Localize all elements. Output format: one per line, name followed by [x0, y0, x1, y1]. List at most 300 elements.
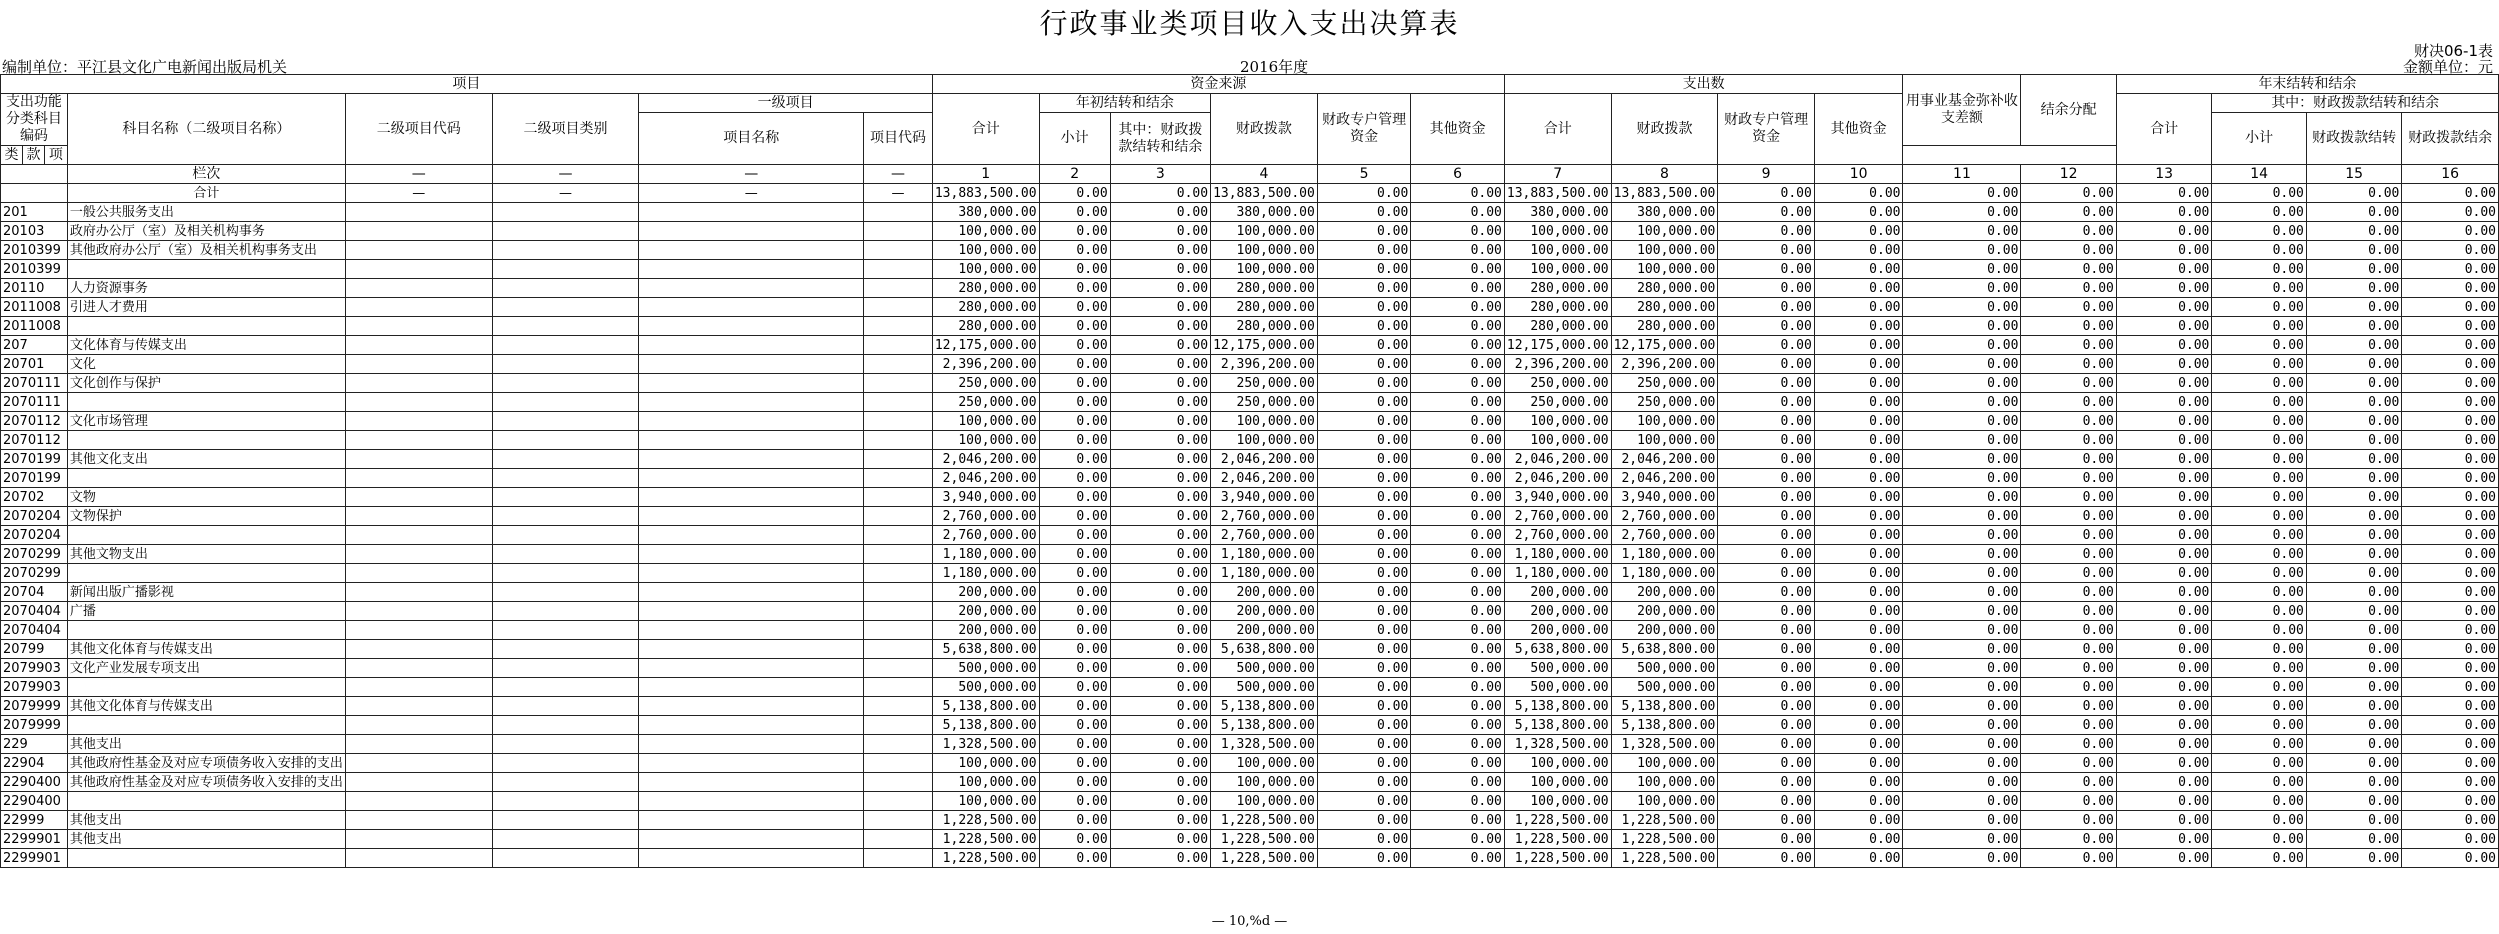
row-value-cell: 0.00 — [2306, 697, 2401, 716]
row-value-cell: 0.00 — [2116, 526, 2211, 545]
row-l2-code — [345, 355, 492, 374]
row-value-cell: 0.00 — [2021, 431, 2116, 450]
row-value-cell: 0.00 — [1039, 735, 1110, 754]
row-value-cell: 0.00 — [2212, 393, 2307, 412]
row-code: 2079903 — [1, 678, 68, 697]
hdr-exp-total: 合计 — [1504, 94, 1611, 165]
row-l1-code — [864, 773, 933, 792]
row-name: 文化 — [67, 355, 345, 374]
row-value-cell: 0.00 — [1718, 488, 1814, 507]
row-value-cell: 0.00 — [1411, 564, 1505, 583]
row-value-cell: 0.00 — [1411, 849, 1505, 868]
total-value-cell: 0.00 — [2021, 184, 2116, 203]
row-value-cell: 0.00 — [2021, 564, 2116, 583]
lanci-blank — [1, 165, 68, 184]
row-value-cell: 0.00 — [1039, 716, 1110, 735]
table-row — [1, 412, 2499, 431]
row-value-cell: 0.00 — [1903, 393, 2021, 412]
row-code: 2070112 — [1, 412, 68, 431]
row-value-cell: 0.00 — [2402, 317, 2499, 336]
row-value-cell: 12,175,000.00 — [932, 336, 1039, 355]
hdr-ye-fiscal-carry: 财政拨款结转 — [2306, 113, 2401, 165]
row-value-cell: 0.00 — [2212, 811, 2307, 830]
row-value-cell: 0.00 — [2116, 849, 2211, 868]
table-row — [1, 811, 2499, 830]
row-name — [67, 621, 345, 640]
row-l2-code — [345, 602, 492, 621]
row-code: 2299901 — [1, 849, 68, 868]
row-value-cell: 2,046,200.00 — [932, 469, 1039, 488]
row-value-cell: 0.00 — [1110, 260, 1210, 279]
row-l1-name — [639, 469, 864, 488]
column-number-cell: 2 — [1039, 165, 1110, 184]
row-value-cell: 280,000.00 — [1504, 298, 1611, 317]
row-value-cell: 0.00 — [1317, 241, 1411, 260]
row-value-cell: 0.00 — [1317, 298, 1411, 317]
row-value-cell: 5,138,800.00 — [1211, 716, 1318, 735]
table-row — [1, 260, 2499, 279]
row-value-cell: 2,046,200.00 — [1211, 469, 1318, 488]
row-value-cell: 0.00 — [2212, 583, 2307, 602]
row-value-cell: 0.00 — [2306, 811, 2401, 830]
row-value-cell: 0.00 — [1718, 203, 1814, 222]
row-l2-code — [345, 412, 492, 431]
row-value-cell: 0.00 — [1718, 298, 1814, 317]
row-l1-code — [864, 602, 933, 621]
row-value-cell: 0.00 — [2021, 545, 2116, 564]
row-value-cell: 0.00 — [1411, 450, 1505, 469]
hdr-fund-other: 其他资金 — [1411, 94, 1505, 165]
row-value-cell: 2,760,000.00 — [1504, 526, 1611, 545]
row-value-cell: 1,180,000.00 — [1211, 545, 1318, 564]
row-value-cell: 0.00 — [1411, 678, 1505, 697]
row-value-cell: 0.00 — [2116, 830, 2211, 849]
row-l2-code — [345, 431, 492, 450]
row-value-cell: 200,000.00 — [932, 583, 1039, 602]
row-code: 2079903 — [1, 659, 68, 678]
row-value-cell: 0.00 — [2306, 735, 2401, 754]
row-code: 2290400 — [1, 773, 68, 792]
row-value-cell: 0.00 — [2402, 203, 2499, 222]
row-value-cell: 0.00 — [1411, 526, 1505, 545]
row-l1-name — [639, 450, 864, 469]
row-value-cell: 0.00 — [1411, 412, 1505, 431]
row-value-cell: 0.00 — [1903, 450, 2021, 469]
row-value-cell: 0.00 — [2116, 450, 2211, 469]
row-value-cell: 380,000.00 — [1504, 203, 1611, 222]
row-value-cell: 0.00 — [1903, 583, 2021, 602]
row-value-cell: 0.00 — [1039, 678, 1110, 697]
row-value-cell: 0.00 — [1110, 374, 1210, 393]
total-dash: — — [639, 184, 864, 203]
row-value-cell: 0.00 — [1718, 222, 1814, 241]
total-value-cell: 0.00 — [2402, 184, 2499, 203]
hdr-exp-special: 财政专户管理资金 — [1718, 94, 1814, 165]
row-value-cell: 1,328,500.00 — [932, 735, 1039, 754]
row-value-cell: 0.00 — [1411, 754, 1505, 773]
row-value-cell: 0.00 — [1718, 355, 1814, 374]
column-number-cell: 9 — [1718, 165, 1814, 184]
row-value-cell: 0.00 — [1039, 640, 1110, 659]
row-name: 其他支出 — [67, 735, 345, 754]
row-value-cell: 0.00 — [1903, 659, 2021, 678]
row-value-cell: 0.00 — [1411, 469, 1505, 488]
row-value-cell: 0.00 — [2306, 450, 2401, 469]
row-l2-code — [345, 526, 492, 545]
row-value-cell: 1,328,500.00 — [1611, 735, 1718, 754]
row-name — [67, 526, 345, 545]
row-l1-name — [639, 488, 864, 507]
row-l2-code — [345, 317, 492, 336]
row-value-cell: 0.00 — [2212, 412, 2307, 431]
row-l1-name — [639, 830, 864, 849]
row-l1-name — [639, 222, 864, 241]
row-value-cell: 100,000.00 — [1211, 754, 1318, 773]
lanci-label: 栏次 — [67, 165, 345, 184]
row-value-cell: 200,000.00 — [1504, 602, 1611, 621]
row-value-cell: 100,000.00 — [1211, 241, 1318, 260]
row-value-cell: 0.00 — [1814, 279, 1903, 298]
row-l2-type — [492, 488, 639, 507]
row-l2-type — [492, 678, 639, 697]
row-value-cell: 0.00 — [1317, 507, 1411, 526]
row-value-cell: 12,175,000.00 — [1211, 336, 1318, 355]
row-value-cell: 0.00 — [1039, 773, 1110, 792]
row-value-cell: 0.00 — [1110, 317, 1210, 336]
row-value-cell: 100,000.00 — [932, 773, 1039, 792]
row-value-cell: 3,940,000.00 — [932, 488, 1039, 507]
row-value-cell: 0.00 — [1317, 203, 1411, 222]
table-row — [1, 336, 2499, 355]
row-value-cell: 0.00 — [1814, 640, 1903, 659]
row-value-cell: 0.00 — [1411, 203, 1505, 222]
row-value-cell: 0.00 — [1039, 469, 1110, 488]
column-number-cell: 3 — [1110, 165, 1210, 184]
row-value-cell: 0.00 — [2021, 260, 2116, 279]
row-value-cell: 2,046,200.00 — [932, 450, 1039, 469]
row-name: 文物保护 — [67, 507, 345, 526]
row-value-cell: 0.00 — [2212, 279, 2307, 298]
row-value-cell: 2,760,000.00 — [932, 526, 1039, 545]
row-value-cell: 0.00 — [2116, 792, 2211, 811]
row-value-cell: 0.00 — [2402, 659, 2499, 678]
total-value-cell: 0.00 — [1039, 184, 1110, 203]
row-value-cell: 0.00 — [2306, 260, 2401, 279]
row-l2-type — [492, 431, 639, 450]
row-value-cell: 0.00 — [2306, 317, 2401, 336]
row-value-cell: 0.00 — [1814, 526, 1903, 545]
row-value-cell: 0.00 — [1903, 317, 2021, 336]
row-l2-code — [345, 374, 492, 393]
row-l1-name — [639, 659, 864, 678]
row-value-cell: 0.00 — [2402, 773, 2499, 792]
row-value-cell: 0.00 — [1718, 792, 1814, 811]
row-l1-name — [639, 640, 864, 659]
row-code: 2010399 — [1, 241, 68, 260]
row-l2-code — [345, 241, 492, 260]
row-value-cell: 5,638,800.00 — [1504, 640, 1611, 659]
row-value-cell: 2,396,200.00 — [1504, 355, 1611, 374]
row-value-cell: 0.00 — [2402, 412, 2499, 431]
row-l2-code — [345, 773, 492, 792]
row-value-cell: 0.00 — [1718, 393, 1814, 412]
row-l2-type — [492, 526, 639, 545]
row-l1-name — [639, 716, 864, 735]
row-code: 2070204 — [1, 507, 68, 526]
row-value-cell: 0.00 — [1039, 507, 1110, 526]
row-value-cell: 0.00 — [2306, 241, 2401, 260]
total-value-cell: 0.00 — [1903, 184, 2021, 203]
row-value-cell: 2,046,200.00 — [1504, 450, 1611, 469]
row-name — [67, 716, 345, 735]
row-value-cell: 0.00 — [2306, 849, 2401, 868]
table-row — [1, 431, 2499, 450]
row-code: 2011008 — [1, 317, 68, 336]
table-row — [1, 640, 2499, 659]
row-value-cell: 250,000.00 — [1611, 393, 1718, 412]
row-l1-code — [864, 336, 933, 355]
row-value-cell: 0.00 — [1718, 735, 1814, 754]
row-value-cell: 0.00 — [1317, 431, 1411, 450]
row-value-cell: 0.00 — [1718, 469, 1814, 488]
row-l2-type — [492, 450, 639, 469]
row-code: 2070199 — [1, 469, 68, 488]
row-value-cell: 2,760,000.00 — [1211, 526, 1318, 545]
row-value-cell: 0.00 — [2306, 754, 2401, 773]
hdr-l1: 一级项目 — [639, 94, 932, 113]
row-value-cell: 0.00 — [2021, 241, 2116, 260]
hdr-carry-subtotal: 小计 — [1039, 113, 1110, 165]
hdr-exp-other: 其他资金 — [1814, 94, 1903, 165]
row-l1-name — [639, 735, 864, 754]
row-value-cell: 0.00 — [2021, 374, 2116, 393]
hdr-yearend: 年末结转和结余 — [2116, 75, 2498, 94]
row-value-cell: 0.00 — [1903, 298, 2021, 317]
row-l2-code — [345, 545, 492, 564]
row-value-cell: 0.00 — [2212, 849, 2307, 868]
table-row — [1, 450, 2499, 469]
row-value-cell: 0.00 — [1317, 374, 1411, 393]
row-value-cell: 0.00 — [1411, 811, 1505, 830]
row-l2-type — [492, 203, 639, 222]
row-value-cell: 0.00 — [2021, 469, 2116, 488]
row-value-cell: 0.00 — [2021, 811, 2116, 830]
row-value-cell: 0.00 — [1814, 260, 1903, 279]
table-row — [1, 583, 2499, 602]
table-row — [1, 241, 2499, 260]
row-value-cell: 0.00 — [1903, 374, 2021, 393]
row-value-cell: 0.00 — [1903, 336, 2021, 355]
row-value-cell: 0.00 — [2116, 811, 2211, 830]
row-value-cell: 100,000.00 — [1611, 412, 1718, 431]
table-row — [1, 697, 2499, 716]
row-value-cell: 0.00 — [2116, 374, 2211, 393]
row-value-cell: 0.00 — [1317, 754, 1411, 773]
row-name — [67, 431, 345, 450]
hdr-surplus-dist: 结余分配 — [2021, 75, 2116, 146]
row-value-cell: 0.00 — [1718, 640, 1814, 659]
row-value-cell: 280,000.00 — [932, 317, 1039, 336]
row-l2-code — [345, 792, 492, 811]
row-code: 20702 — [1, 488, 68, 507]
row-code: 22904 — [1, 754, 68, 773]
row-value-cell: 0.00 — [1110, 564, 1210, 583]
total-row — [1, 184, 2499, 203]
total-value-cell: 0.00 — [1110, 184, 1210, 203]
row-value-cell: 0.00 — [1110, 773, 1210, 792]
row-value-cell: 0.00 — [1718, 811, 1814, 830]
row-value-cell: 0.00 — [2116, 241, 2211, 260]
row-value-cell: 100,000.00 — [1504, 754, 1611, 773]
hdr-carry-fiscal: 其中：财政拨款结转和结余 — [1110, 113, 1210, 165]
row-name: 文化体育与传媒支出 — [67, 336, 345, 355]
row-value-cell: 100,000.00 — [932, 431, 1039, 450]
row-value-cell: 0.00 — [1814, 811, 1903, 830]
row-value-cell: 0.00 — [1110, 488, 1210, 507]
row-value-cell: 0.00 — [1110, 792, 1210, 811]
row-value-cell: 0.00 — [2306, 507, 2401, 526]
row-value-cell: 0.00 — [1814, 298, 1903, 317]
row-l2-type — [492, 545, 639, 564]
row-value-cell: 2,046,200.00 — [1611, 450, 1718, 469]
report-table — [0, 74, 2499, 868]
form-number: 财决06-1表 — [2413, 42, 2493, 60]
table-row — [1, 754, 2499, 773]
row-value-cell: 0.00 — [2212, 640, 2307, 659]
row-value-cell: 0.00 — [1317, 355, 1411, 374]
row-value-cell: 0.00 — [1411, 260, 1505, 279]
row-value-cell: 0.00 — [2306, 583, 2401, 602]
row-value-cell: 0.00 — [1110, 754, 1210, 773]
table-row — [1, 564, 2499, 583]
row-value-cell: 0.00 — [1039, 336, 1110, 355]
row-value-cell: 0.00 — [2402, 697, 2499, 716]
row-code: 229 — [1, 735, 68, 754]
row-value-cell: 0.00 — [2402, 241, 2499, 260]
row-value-cell: 0.00 — [2306, 545, 2401, 564]
total-value-cell: 13,883,500.00 — [1211, 184, 1318, 203]
row-value-cell: 0.00 — [1411, 773, 1505, 792]
row-l1-code — [864, 279, 933, 298]
row-value-cell: 0.00 — [1110, 583, 1210, 602]
row-value-cell: 0.00 — [2402, 450, 2499, 469]
row-l2-code — [345, 621, 492, 640]
row-value-cell: 5,138,800.00 — [1504, 716, 1611, 735]
row-value-cell: 0.00 — [1814, 545, 1903, 564]
row-value-cell: 0.00 — [2212, 317, 2307, 336]
row-value-cell: 0.00 — [1317, 545, 1411, 564]
row-value-cell: 0.00 — [2402, 374, 2499, 393]
row-l2-type — [492, 811, 639, 830]
row-value-cell: 0.00 — [2212, 659, 2307, 678]
row-l1-name — [639, 564, 864, 583]
row-l1-code — [864, 260, 933, 279]
row-value-cell: 0.00 — [2212, 697, 2307, 716]
column-number-cell: 5 — [1317, 165, 1411, 184]
row-value-cell: 0.00 — [1903, 279, 2021, 298]
row-value-cell: 280,000.00 — [1611, 298, 1718, 317]
row-value-cell: 1,228,500.00 — [1611, 830, 1718, 849]
table-row — [1, 374, 2499, 393]
row-value-cell: 0.00 — [1110, 203, 1210, 222]
row-value-cell: 0.00 — [1903, 773, 2021, 792]
table-row — [1, 830, 2499, 849]
row-l1-code — [864, 355, 933, 374]
row-value-cell: 0.00 — [1903, 488, 2021, 507]
row-value-cell: 0.00 — [1039, 792, 1110, 811]
table-row — [1, 393, 2499, 412]
row-l1-name — [639, 374, 864, 393]
row-value-cell: 5,138,800.00 — [1211, 697, 1318, 716]
row-l2-code — [345, 393, 492, 412]
row-name: 文化市场管理 — [67, 412, 345, 431]
row-value-cell: 0.00 — [1110, 279, 1210, 298]
row-l2-type — [492, 735, 639, 754]
row-value-cell: 0.00 — [1814, 355, 1903, 374]
row-value-cell: 100,000.00 — [1211, 260, 1318, 279]
row-l2-code — [345, 564, 492, 583]
row-value-cell: 0.00 — [2116, 735, 2211, 754]
row-value-cell: 0.00 — [2402, 811, 2499, 830]
amount-unit: 金额单位：元 — [2402, 58, 2493, 76]
row-value-cell: 2,760,000.00 — [932, 507, 1039, 526]
row-l2-type — [492, 507, 639, 526]
row-value-cell: 0.00 — [1718, 241, 1814, 260]
row-value-cell: 0.00 — [1110, 431, 1210, 450]
row-value-cell: 0.00 — [2306, 659, 2401, 678]
row-value-cell: 0.00 — [2021, 222, 2116, 241]
row-value-cell: 0.00 — [2306, 564, 2401, 583]
column-number-cell: 6 — [1411, 165, 1505, 184]
row-value-cell: 0.00 — [2116, 222, 2211, 241]
row-value-cell: 0.00 — [2402, 507, 2499, 526]
row-name — [67, 393, 345, 412]
column-number-cell: 15 — [2306, 165, 2401, 184]
row-value-cell: 0.00 — [2021, 659, 2116, 678]
row-code: 2290400 — [1, 792, 68, 811]
row-name — [67, 564, 345, 583]
row-value-cell: 0.00 — [1039, 849, 1110, 868]
column-number-cell: 10 — [1814, 165, 1903, 184]
row-value-cell: 0.00 — [1814, 849, 1903, 868]
hdr-proj-name: 科目名称（二级项目名称） — [67, 94, 345, 165]
row-l1-name — [639, 412, 864, 431]
row-value-cell: 0.00 — [2402, 716, 2499, 735]
column-number-cell: 12 — [2021, 165, 2116, 184]
row-value-cell: 0.00 — [2116, 355, 2211, 374]
row-name: 其他政府性基金及对应专项债务收入安排的支出 — [67, 754, 345, 773]
row-value-cell: 250,000.00 — [1504, 374, 1611, 393]
row-l2-code — [345, 735, 492, 754]
row-l1-name — [639, 792, 864, 811]
row-code: 22999 — [1, 811, 68, 830]
row-value-cell: 0.00 — [2212, 355, 2307, 374]
row-l2-type — [492, 241, 639, 260]
row-value-cell: 2,046,200.00 — [1211, 450, 1318, 469]
row-value-cell: 280,000.00 — [1211, 317, 1318, 336]
row-value-cell: 0.00 — [2402, 488, 2499, 507]
row-name: 其他文化体育与传媒支出 — [67, 640, 345, 659]
row-value-cell: 100,000.00 — [1504, 222, 1611, 241]
row-value-cell: 0.00 — [2021, 716, 2116, 735]
row-value-cell: 100,000.00 — [1504, 792, 1611, 811]
row-value-cell: 0.00 — [1317, 488, 1411, 507]
hdr-fund-gap: 用事业基金弥补收支差额 — [1903, 75, 2021, 146]
hdr-project: 项目 — [1, 75, 933, 94]
row-value-cell: 0.00 — [2021, 621, 2116, 640]
row-value-cell: 1,228,500.00 — [1211, 811, 1318, 830]
row-value-cell: 0.00 — [2212, 450, 2307, 469]
